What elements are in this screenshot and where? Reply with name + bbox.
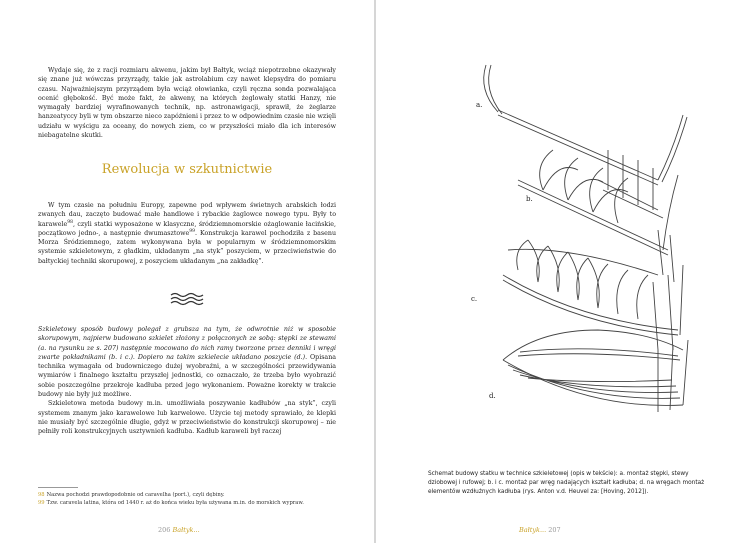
ship-frame-illustration-icon: [458, 60, 708, 420]
intro-paragraph: Wydaje się, że z racji rozmiaru akwenu, jakim był Bałtyk, wciąż niepotrzebne okazywały się znane już wówczas przyrządy, takie jak astrolabium czy nawet klepsydra do pomiaru czasu. Najważniejszym przyrządem była wciąż ołowianka, czyli ręczna sonda pozwalająca ocenić głębokość. Być może fakt, że akweny, na których żeglowały statki Hanzy, nie wymagały bardziej wyrafinowanych technik, np. astronawigacji, sprawił, że żeglarze hanzeatyccy byli w tym obszarze nieco zapóźnieni i przez to w odpowiednim czasie nie wzięli udziału w wyścigu za oceany, do nowych ziem, co w przyszłości miało dla ich interesów niebagatelne skutki.: [38, 67, 336, 140]
footnote-98: [38, 491, 338, 499]
running-title: Bałtyk...: [172, 526, 200, 534]
footnote-number: 99: [38, 500, 45, 506]
planking-stage-d: [503, 330, 688, 412]
section1-paragraph: [38, 201, 336, 266]
figure-caption: Schemat budowy statku w technice szkieletowej (opis w tekście): a. montaż stępki, stewy dziobowej i rufowej; b. i c. montaż par wręg nadających kształt kadłuba; d. na wręgach montaż elementów wzdłużnych kadłuba (rys. Anton v.d. Heuvel za: [Hoving, 2012]).: [428, 471, 705, 495]
section2-paragraph: [38, 325, 336, 399]
label-a: a.: [476, 101, 483, 109]
footnote-text: Tzw. caravela latina, która od 1440 r. aż do końca wieku była używana m.in. do morskich wypraw.: [46, 500, 304, 506]
intro-text: [38, 66, 336, 140]
footnote-divider: [38, 487, 78, 488]
footnote-number: 98: [38, 492, 45, 498]
folio-left: [158, 526, 200, 534]
label-b: b.: [526, 195, 533, 203]
footnote-text: Nazwa pochodzi prawdopodobnie od caravelha (port.), czyli dębiny.: [46, 492, 225, 498]
frames-stage-b: [518, 150, 678, 282]
footnote-99: [38, 499, 338, 507]
keel-stage-a: [484, 65, 687, 218]
right-page: [376, 0, 750, 543]
label-c: c.: [471, 295, 478, 303]
left-page: [0, 0, 374, 543]
footnotes: [38, 491, 338, 507]
wave-ornament-icon: [170, 292, 204, 306]
framing-stage-c: [503, 240, 683, 350]
section1-text: [38, 201, 336, 266]
label-d: d.: [489, 392, 496, 400]
page-number: 207: [548, 526, 561, 534]
section2-text: [38, 325, 336, 437]
running-title: Bałtyk...: [519, 526, 547, 534]
section1-part-a: W tym czasie na południu Europy, zapewne pod wpływem świetnych arabskich łodzi zwanych dau, zaczęto budować małe handlowe i rybackie żaglowce nowego typu. Były to karawele: [38, 202, 336, 228]
section1-part-b: , czyli statki wyposażone w klasyczne, śródziemnomorskie ożaglowanie łacińskie, początkowo jedno-, a następnie dwumasztowe: [38, 220, 336, 237]
section2-italic: Szkieletowy sposób budowy polegał z grubsza na tym, że odwrotnie niż w sposobie skorupowym, najpierw budowano szkielet złożony z połączonych ze sobą: stępki ze stewami (a. na rysunku ze s. 207) następnie mocowano do nich ramy tworzone przez denniki i wręgi zwarte pokładnikami (b. i c.). Dopiero na takim szkielecie układano poszycie (d.).: [38, 326, 336, 361]
footnote-ref-99[interactable]: 99: [189, 228, 196, 234]
section1-part-c: . Konstrukcja karawel pochodziła z basenu Morza Śródziemnego, zatem wykonywana była w popularnym w śródziemnomorskim systemie szkieletowym, z gładkim, układanym „na styk” poszyciem, w przeciwieństwie do bałtyckiej techniki skorupowej, z poszyciem układanym „na zakładkę”.: [38, 229, 336, 265]
page-number: 206: [158, 526, 171, 534]
folio-right: [519, 526, 561, 534]
footnote-ref-98[interactable]: 98: [67, 219, 73, 225]
section2-rest: Opisana technika wymagała od budowniczego dużej wyobraźni, a w szczególności przewidywania wymiarów i finalnego kształtu przyszłej jednostki, co oznaczało, że trzeba było wyobrazić sobie poszczególne przekroje kadłuba przed jego wykonaniem. Poważne korekty w trakcie budowy nie były już możliwe.: [38, 353, 336, 399]
section3-paragraph: Szkieletowa metoda budowy m.in. umożliwiała poszywanie kadłubów „na styk”, czyli systemem znanym jako karawelowe lub karwelowe. Użycie tej metody sprawiało, że klepki nie musiały być szczególnie długie, gdyż w przeciwieństwie do konstrukcji skorupowej – nie pełniły roli konstrukcyjnych usztywnień kadłuba. Kadłub karaweli był raczej: [38, 400, 336, 436]
section-heading: Rewolucja w szkutnictwie: [101, 162, 273, 177]
